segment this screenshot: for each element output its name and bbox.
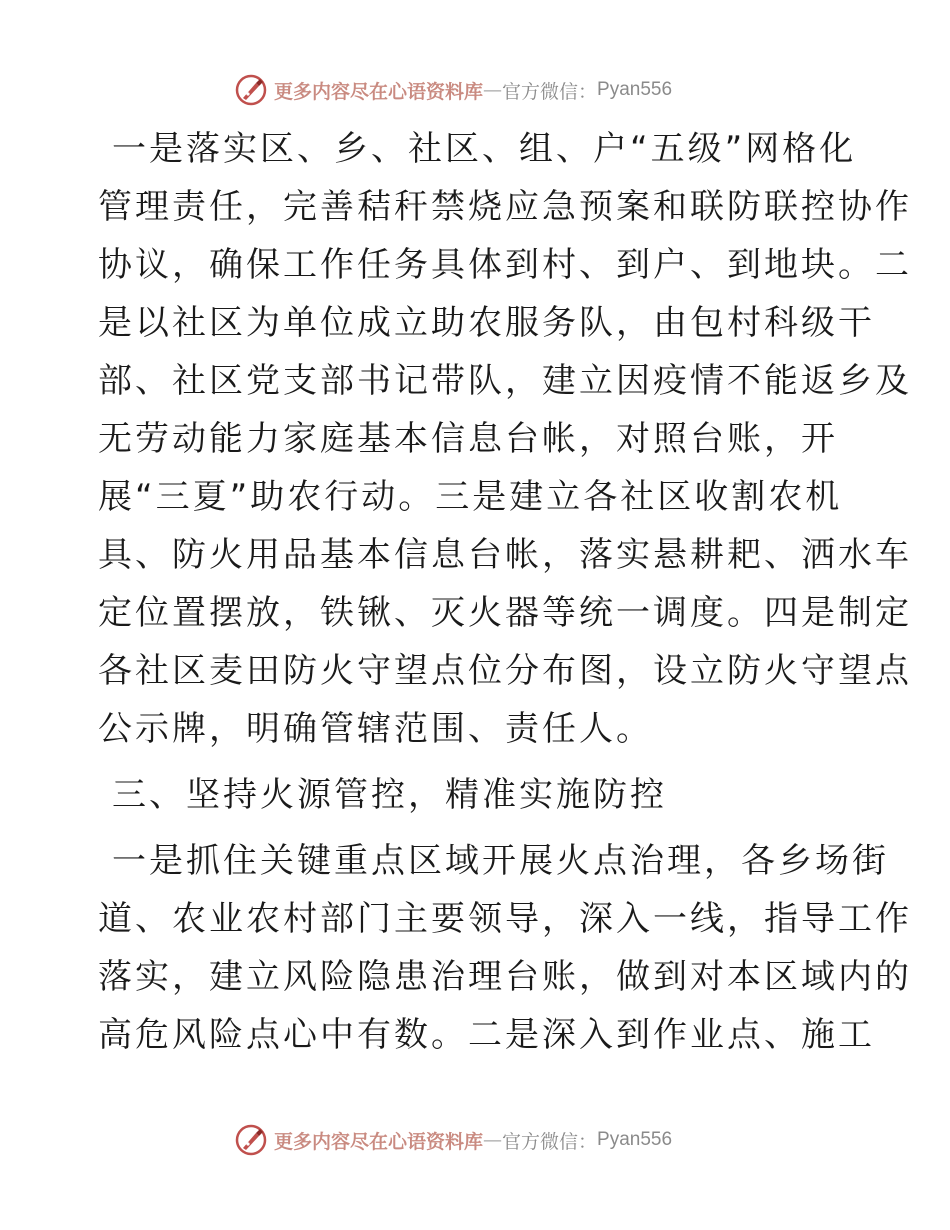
heading-line: 三、坚持火源管控，精准实施防控 [112,775,667,815]
text-line: 落实，建立风险隐患治理台账，做到对本区域内的 [98,957,912,997]
text-line: 公示牌，明确管辖范围、责任人。 [98,709,653,749]
text-line: 部、社区党支部书记带队，建立因疫情不能返乡及 [98,361,912,401]
document-body [98,120,912,1064]
text-line: 管理责任，完善秸秆禁烧应急预案和联防联控协作 [98,187,912,227]
text-line: 各社区麦田防火守望点位分布图，设立防火守望点 [98,651,912,691]
text-line: 一是落实区、乡、社区、组、户“五级”网格化 [112,129,857,169]
watermark-title: 更多内容尽在心语资料库 [274,1130,484,1153]
section-heading [98,766,858,824]
text-line: 定位置摆放，铁锹、灭火器等统一调度。四是制定 [98,593,912,633]
watermark-wechat-label: 官方微信： [502,80,598,103]
watermark-wechat-label: 官方微信： [502,1130,598,1153]
text-line: 无劳动能力家庭基本信息台帐，对照台账，开 [98,419,838,459]
paragraph-2 [98,832,912,1064]
text-line: 道、农业农村部门主要领导，深入一线，指导工作 [98,899,912,939]
text-line: 展“三夏”助农行动。三是建立各社区收割农机 [98,477,843,517]
paragraph-1 [98,120,912,758]
watermark-wechat-id: Pyan556 [597,1129,673,1150]
pen-nib-logo-icon [234,1123,268,1157]
text-line: 是以社区为单位成立助农服务队，由包村科级干 [98,303,875,343]
watermark-title: 更多内容尽在心语资料库 [274,80,484,103]
text-line: 具、防火用品基本信息台帐，落实悬耕耙、洒水车 [98,535,912,575]
text-line: 一是抓住关键重点区域开展火点治理，各乡场街 [112,841,889,881]
text-line: 协议，确保工作任务具体到村、到户、到地块。二 [98,245,912,285]
watermark-separator: — [483,79,503,101]
watermark-separator: — [483,1129,503,1151]
header-watermark [234,72,672,108]
text-line: 高危风险点心中有数。二是深入到作业点、施工 [98,1015,875,1055]
footer-watermark [234,1122,672,1158]
pen-nib-logo-icon [234,73,268,107]
watermark-wechat-id: Pyan556 [597,79,673,100]
